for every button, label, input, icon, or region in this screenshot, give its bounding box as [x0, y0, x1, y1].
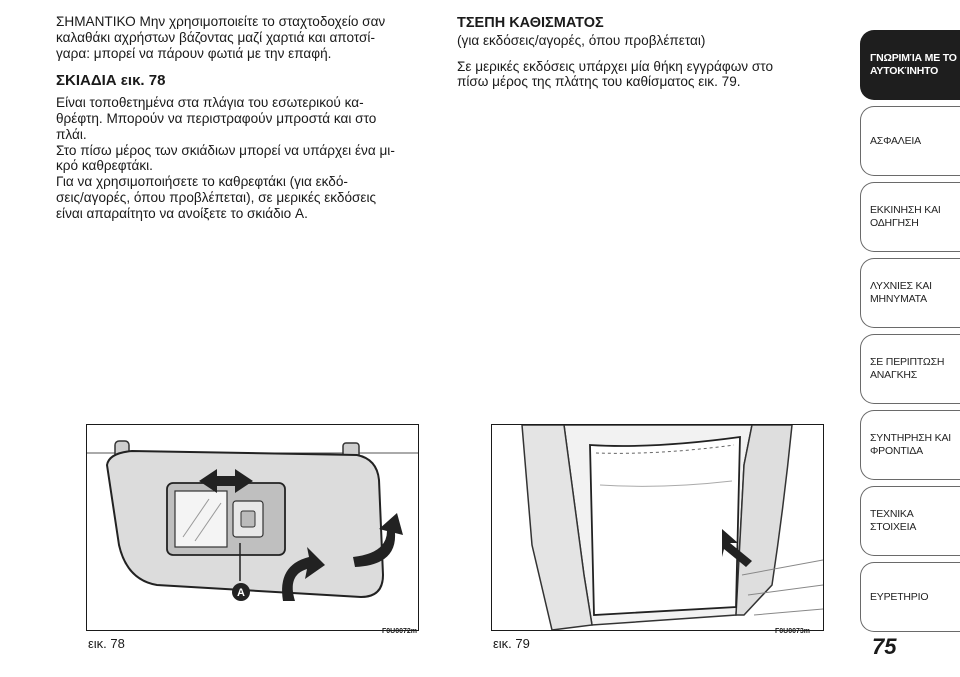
tab-label: ΕΚΚΙΝΗΣΗ ΚΑΙ — [870, 204, 941, 216]
text-line: ΣΗΜΑΝΤΙΚΟ Μην χρησιμοποιείτε το σταχτοδοχείο σαν — [56, 14, 386, 29]
text-line: Σε μερικές εκδόσεις υπάρχει μία θήκη εγγράφων στο — [457, 58, 774, 74]
tab-maintenance[interactable] — [860, 410, 960, 480]
figure-78-caption: εικ. 78 — [88, 636, 125, 651]
tab-label: ΟΔΗΓΗΣΗ — [870, 217, 919, 229]
text-line: θρέφτη. Μπορούν να περιστραφούν μπροστά και στο — [56, 110, 377, 126]
tab-label: ΜΗΝΥΜΑΤΑ — [870, 293, 927, 305]
text-line: είναι απαραίτητο να ανοίξετε το σκιάδιο A. — [56, 205, 308, 221]
figure-79-seat-pocket — [491, 424, 824, 631]
figure-79-caption: εικ. 79 — [493, 636, 530, 651]
section-heading-seat-pocket: ΤΣΕΠΗ ΚΑΘΙΣΜΑΤΟΣ — [457, 15, 604, 31]
text-line: Για να χρησιμοποιήσετε το καθρεφτάκι (για εκδό- — [56, 174, 348, 190]
section-subheading: (για εκδόσεις/αγορές, όπου προβλέπεται) — [457, 32, 706, 48]
tab-label: ΤΕΧΝΙΚΑ ΣΤΟΙΧΕΙΑ — [870, 508, 917, 533]
figure-78-sunvisor — [86, 424, 419, 631]
section-heading-sunvisors: ΣΚΙΑΔΙΑ εικ. 78 — [56, 72, 166, 90]
tab-safety[interactable] — [860, 106, 960, 176]
text-line: καλαθάκι αχρήστων βάζοντας μαζί χαρτιά και αποτσί- — [56, 29, 375, 45]
tab-label: ΑΝΑΓΚΗΣ — [870, 369, 918, 381]
tab-label: ΦΡΟΝΤΙΔΑ — [870, 445, 923, 457]
text-line: γαρα: μπορεί να πάρουν φωτιά με την επαφή. — [56, 45, 332, 61]
tab-label: ΛΥΧΝΙΕΣ ΚΑΙ — [870, 280, 932, 292]
tab-starting-driving[interactable] — [860, 182, 960, 252]
seat-pocket-description — [457, 59, 839, 91]
sunvisor-description — [56, 95, 438, 221]
text-line: πλάι. — [56, 126, 87, 142]
text-line: Στο πίσω μέρος των σκιάδιων μπορεί να υπάρχει ένα μι- — [56, 142, 395, 158]
figure-78-code: F0U0072m — [382, 628, 418, 635]
tab-emergency[interactable] — [860, 334, 960, 404]
text-line: Είναι τοποθετημένα στα πλάγια του εσωτερικού κα- — [56, 95, 364, 111]
page-number: 75 — [872, 634, 897, 659]
text-line: πίσω μέρος της πλάτης του καθίσματος εικ. 79. — [457, 74, 741, 90]
right-column — [457, 14, 839, 98]
label-a: A — [237, 587, 245, 599]
tab-lights-messages[interactable] — [860, 258, 960, 328]
tab-technical-data[interactable] — [860, 486, 960, 556]
tab-label: ΕΥΡΕΤΗΡΙΟ — [870, 590, 929, 603]
tab-index[interactable] — [860, 562, 960, 632]
important-note — [56, 14, 438, 61]
figure-79-code: F0U0073m — [775, 628, 811, 635]
tab-getting-to-know-car[interactable] — [860, 30, 960, 100]
tab-label: ΑΥΤΟΚΊΝΗΤΟ — [870, 65, 939, 77]
sunvisor-illustration — [87, 425, 418, 630]
tab-label: ΣΕ ΠΕΡΙΠΤΩΣΗ — [870, 356, 945, 368]
tab-label: ΑΣΦΑΛΕΙΑ — [870, 134, 921, 147]
tab-label: ΓΝΩΡΙΜΊΑ ΜΕ ΤΟ — [870, 52, 957, 64]
text-line: σεις/αγορές, όπου προβλέπεται), σε μερικές εκδόσεις — [56, 189, 377, 205]
seat-pocket-illustration — [492, 425, 823, 630]
tab-label: ΣΥΝΤΗΡΗΣΗ ΚΑΙ — [870, 432, 951, 444]
text-line: κρό καθρεφτάκι. — [56, 158, 153, 174]
left-column — [56, 14, 438, 230]
